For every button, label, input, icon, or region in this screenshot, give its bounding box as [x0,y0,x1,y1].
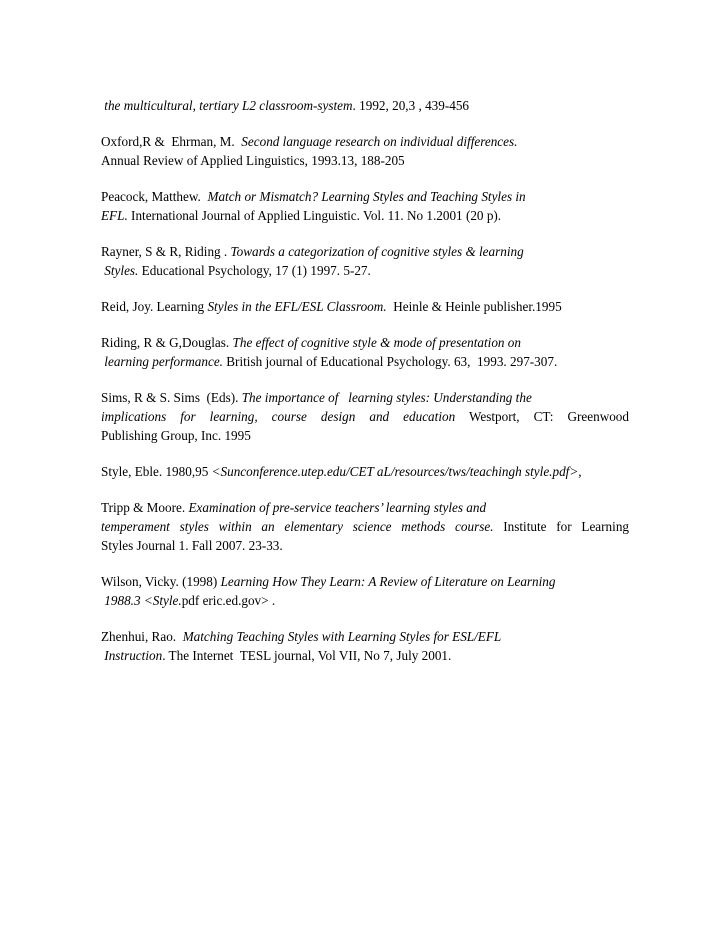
reference-entry [101,498,629,555]
reference-text: Reid, Joy. Learning [101,299,208,314]
reference-title-text: The importance of learning styles: Understanding the [241,390,532,405]
reference-line [101,297,629,316]
reference-entry [101,388,629,445]
reference-line [101,462,629,481]
reference-line [101,426,629,445]
reference-title-text: 1988.3 <Style. [101,593,182,608]
reference-title-text: The effect of cognitive style & mode of presentation on [232,335,521,350]
reference-text: Heinle & Heinle publisher.1995 [386,299,562,314]
reference-line [101,572,629,591]
reference-title-text: the multicultural, tertiary L2 classroom-system [101,98,353,113]
reference-title-text: <Sunconference.utep.edu/CET aL/resources/tws/teachingh style.pdf>, [211,464,582,479]
reference-entry [101,132,629,170]
reference-text: Styles Journal 1. Fall 2007. 23-33. [101,538,283,553]
reference-entry [101,96,629,115]
reference-entry [101,187,629,225]
reference-line [101,96,629,115]
reference-line [101,627,629,646]
reference-text: Institute for Learning [493,519,630,534]
reference-text: Publishing Group, Inc. 1995 [101,428,251,443]
reference-entry [101,627,629,665]
reference-line [101,242,629,261]
reference-line [101,388,629,407]
reference-text: Oxford,R & Ehrman, M. [101,134,242,149]
reference-entry [101,462,629,481]
reference-entry [101,242,629,280]
reference-title-text: Matching Teaching Styles with Learning Styles for ESL/EFL [182,629,502,644]
reference-text: . 1992, 20,3 , 439-456 [352,98,470,113]
reference-title-text: Learning How They Learn: A Review of Literature on Learning [220,574,556,589]
reference-line [101,132,629,151]
reference-text: Riding, R & G,Douglas. [101,335,233,350]
reference-title-text: implications for learning, course design and education [101,409,456,424]
reference-title-text: EFL. [101,208,128,223]
reference-text: Zhenhui, Rao. [101,629,183,644]
reference-title-text: learning performance. [101,354,223,369]
reference-title-text: Match or Mismatch? Learning Styles and Teaching Styles in [207,189,526,204]
reference-text: Peacock, Matthew. [101,189,208,204]
reference-title-text: Examination of pre-service teachers’ learning styles and [188,500,487,515]
reference-text: Rayner, S & R, Riding . [101,244,231,259]
reference-entry [101,297,629,316]
reference-text: . The Internet TESL journal, Vol VII, No 7, July 2001. [162,648,452,663]
reference-line [101,536,629,555]
reference-line [101,591,629,610]
reference-text: International Journal of Applied Linguistic. Vol. 11. No 1.2001 (20 p). [127,208,502,223]
reference-line [101,646,629,665]
reference-text: Wilson, Vicky. (1998) [101,574,221,589]
reference-line [101,407,629,426]
reference-text: Educational Psychology, 17 (1) 1997. 5-27. [138,263,371,278]
reference-line [101,187,629,206]
reference-line [101,333,629,352]
reference-line [101,498,629,517]
reference-line [101,352,629,371]
reference-text: pdf eric.ed.gov> . [181,593,276,608]
reference-title-text: Towards a categorization of cognitive styles & learning [230,244,524,259]
reference-title-text: Styles. [101,263,139,278]
reference-list [101,96,629,682]
reference-line [101,261,629,280]
reference-entry [101,333,629,371]
reference-title-text: Styles in the EFL/ESL Classroom. [207,299,387,314]
reference-line [101,206,629,225]
reference-line [101,151,629,170]
reference-text: Tripp & Moore. [101,500,189,515]
reference-title-text: temperament styles within an elementary science methods course. [101,519,494,534]
reference-line [101,517,629,536]
reference-text: Sims, R & S. Sims (Eds). [101,390,242,405]
reference-text: Westport, CT: Greenwood [455,409,629,424]
reference-text: Annual Review of Applied Linguistics, 1993.13, 188-205 [101,153,405,168]
reference-title-text: Instruction [101,648,163,663]
reference-entry [101,572,629,610]
reference-title-text: Second language research on individual differences. [241,134,518,149]
reference-text: British journal of Educational Psychology. 63, 1993. 297-307. [222,354,558,369]
reference-text: Style, Eble. 1980,95 [101,464,212,479]
